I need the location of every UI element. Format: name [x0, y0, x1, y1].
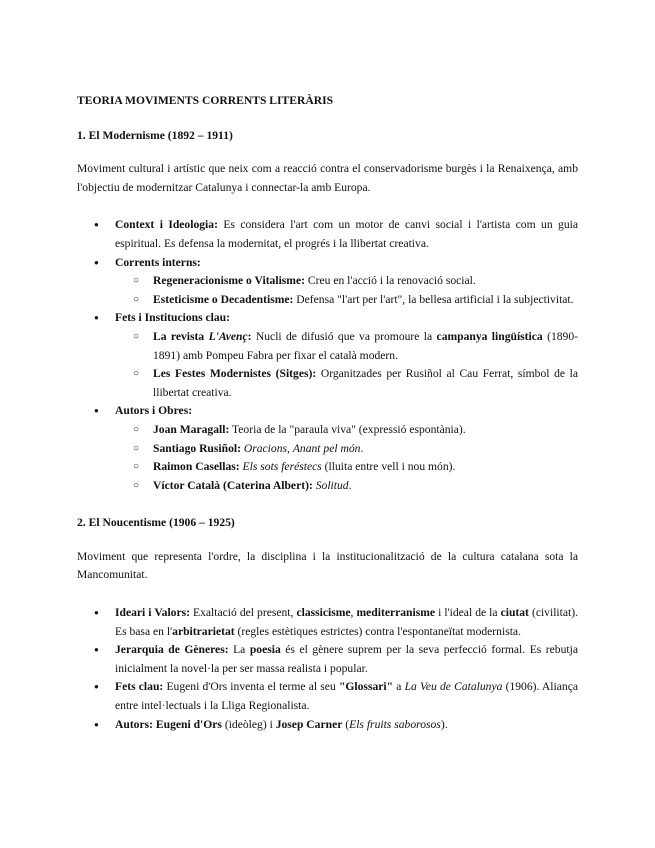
sublist-item: [115, 458, 578, 477]
fets-clau-i1: La Veu de Catalunya: [404, 680, 503, 694]
jerarquia-t1: La: [228, 643, 250, 657]
corrent-label-regeneracionisme: Regeneracionisme o Vitalisme:: [153, 274, 305, 288]
rusinol-work-1: Oracions: [243, 441, 288, 455]
avenc-bold: campanya lingüística: [436, 329, 543, 343]
fets-label: Fets i Institucions clau:: [115, 311, 230, 325]
rusinol-work-2: Anant pel món: [292, 441, 361, 455]
section-spacer: [77, 495, 578, 514]
noucentisme-intro: Moviment que representa l'ordre, la disciplina i la institucionalització de la cultura catalana sota la Mancomunitat.: [77, 549, 578, 582]
sublist-item: [115, 421, 578, 440]
list-item-autors-nou: [77, 716, 578, 735]
section-heading-noucentisme: 2. El Noucentisme (1906 – 1925): [77, 516, 235, 530]
rusinol-label: Santiago Rusiñol:: [153, 441, 241, 455]
ideari-b4: arbitrarietat: [172, 624, 235, 638]
jerarquia-label: Jerarquia de Gèneres:: [115, 643, 229, 657]
fets-sublist: [115, 328, 578, 402]
modernisme-list: [77, 216, 578, 495]
ideari-t4: (civilitat). Es basa en l': [115, 606, 578, 638]
festes-label: Les Festes Modernistes (Sitges):: [153, 367, 317, 381]
sublist-item: [115, 328, 578, 365]
casellas-label: Raimon Casellas:: [153, 460, 240, 474]
corrent-text-regeneracionisme: Creu en l'acció i la renovació social.: [304, 274, 476, 288]
autors-sublist: [115, 421, 578, 495]
list-item-fets-clau: [77, 678, 578, 715]
document-title: TEORIA MOVIMENTS CORRENTS LITERÀRIS: [77, 94, 334, 107]
autors-nou-t3: ).: [440, 717, 448, 731]
catala-work: Solitud: [315, 478, 349, 492]
sublist-item: [115, 477, 578, 496]
autors-label: Autors i Obres:: [115, 404, 193, 418]
autors-nou-b2: Josep Carner: [275, 717, 343, 731]
section-heading-modernisme: 1. El Modernisme (1892 – 1911): [77, 128, 233, 142]
list-item-corrents: [77, 254, 578, 310]
rusinol-sep: ,: [287, 441, 293, 455]
avenc-label-title: L'Avenç: [208, 329, 248, 343]
context-text: Es considera l'art com un motor de canvi social i l'artista com un guia espiritual. Es defensa la modernitat, el progrés i la llibertat creativa.: [115, 218, 578, 250]
ideari-t3: i l'ideal de la: [435, 606, 501, 620]
corrents-label: Corrents interns:: [115, 255, 201, 269]
maragall-text: Teoria de la "paraula viva" (expressió espontània).: [229, 422, 466, 436]
avenc-label-colon: :: [247, 329, 252, 343]
ideari-t1: Exaltació del present,: [190, 606, 297, 620]
catala-label: Víctor Català (Caterina Albert):: [153, 478, 313, 492]
catala-end: .: [348, 478, 352, 492]
maragall-label: Joan Maragall:: [153, 422, 230, 436]
fets-clau-label: Fets clau:: [115, 680, 164, 694]
autors-nou-t2: (: [342, 717, 350, 731]
autors-nou-label: Autors:: [115, 717, 153, 731]
festes-text: Organitzades per Rusiñol al Cau Ferrat, símbol de la llibertat creativa.: [153, 367, 579, 399]
casellas-text: (lluita entre vell i nou món).: [321, 460, 456, 474]
noucentisme-list: [77, 604, 578, 734]
corrent-label-esteticisme: Esteticisme o Decadentisme:: [153, 292, 294, 306]
avenc-label: [153, 330, 252, 343]
autors-nou-t1: (ideòleg) i: [221, 717, 276, 731]
jerarquia-t2: és el gènere suprem per la seva perfecció formal. Es rebutja inicialment la novel·la per ser massa realista i popular.: [115, 643, 578, 675]
fets-clau-t2: a: [393, 680, 405, 694]
avenc-text-b: (1890-1891) amb Pompeu Fabra per fixar el català modern.: [153, 329, 578, 362]
list-item-fets: [77, 309, 578, 402]
ideari-b2: mediterranisme: [356, 606, 436, 620]
autors-nou-i1: Els fruits saborosos: [349, 717, 441, 731]
document-content: [77, 92, 578, 734]
list-item-context: [77, 216, 578, 253]
ideari-b1: classicisme: [296, 606, 351, 620]
casellas-work: Els sots feréstecs: [242, 460, 322, 474]
context-label: Context i Ideologia:: [115, 218, 218, 232]
list-item-jerarquia: [77, 641, 578, 678]
list-item-autors: [77, 402, 578, 495]
list-item-ideari: [77, 604, 578, 641]
ideari-b3: ciutat: [500, 606, 529, 620]
fets-clau-t1: Eugeni d'Ors inventa el terme al seu: [163, 680, 339, 694]
sublist-item: [115, 291, 578, 310]
rusinol-end: .: [360, 441, 364, 455]
ideari-label: Ideari i Valors:: [115, 606, 190, 620]
ideari-t5: (regles estètiques estrictes) contra l'espontaneïtat modernista.: [234, 624, 521, 638]
jerarquia-b1: poesia: [249, 643, 281, 657]
sublist-item: [115, 365, 578, 402]
corrents-sublist: [115, 272, 578, 309]
corrent-text-esteticisme: Defensa "l'art per l'art", la bellesa artificial i la subjectivitat.: [293, 292, 574, 306]
sublist-item: [115, 440, 578, 459]
fets-clau-t3: (1906). Aliança entre intel·lectuals i la Lliga Regionalista.: [115, 680, 578, 713]
modernisme-intro: Moviment cultural i artístic que neix com a reacció contra el conservadorisme burgès i la Renaixença, amb l'objectiu de modernitzar Catalunya i connectar-la amb Europa.: [77, 162, 578, 194]
autors-nou-b1: Eugeni d'Ors: [153, 717, 222, 731]
avenc-label-a: La revista: [153, 329, 209, 343]
ideari-t2: ,: [350, 606, 357, 620]
fets-clau-b1: "Glossari": [338, 680, 394, 694]
sublist-item: [115, 272, 578, 291]
avenc-text-a: Nucli de difusió que va promoure la: [251, 329, 437, 343]
